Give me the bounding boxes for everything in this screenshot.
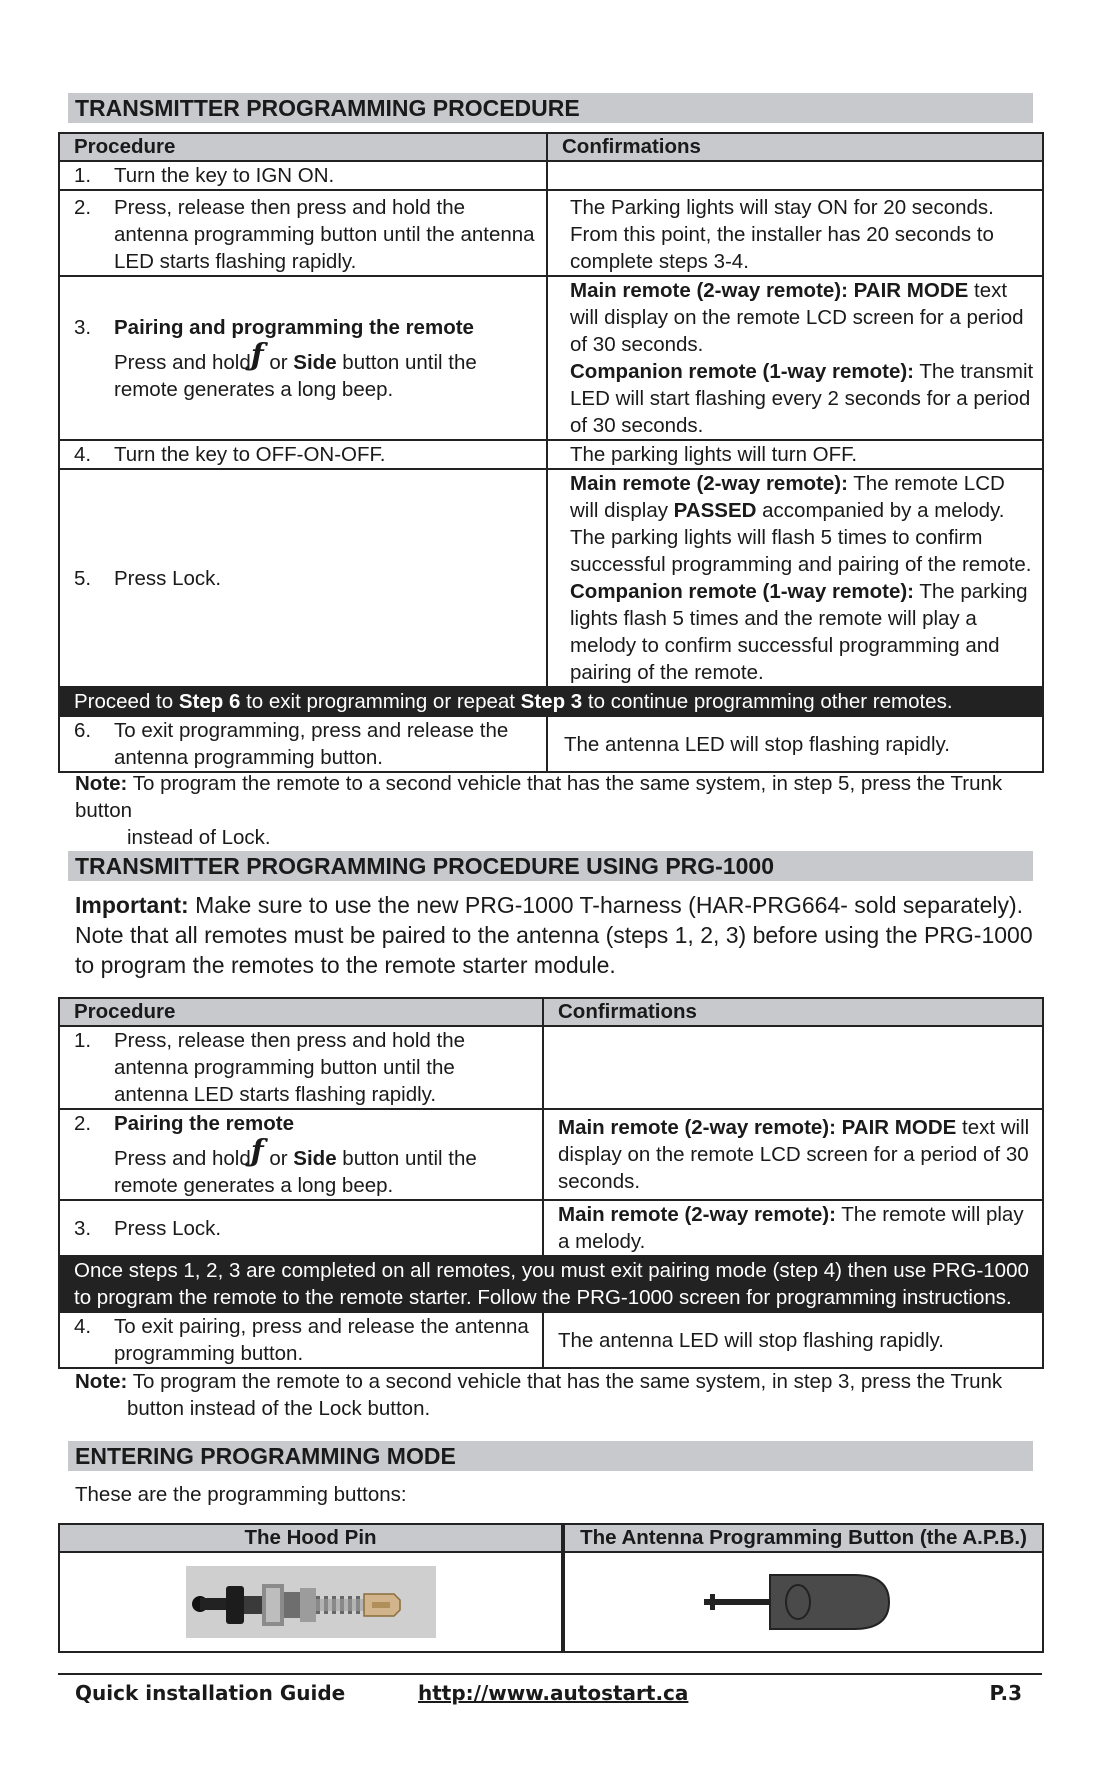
note-1: Note: To program the remote to a second vehicle that has the same system, in step 5, press the Trunk button instead of Lock. xyxy=(75,772,1003,849)
table-banner: Once steps 1, 2, 3 are completed on all remotes, you must exit pairing mode (step 4) then use PRG-1000 to program the remote to the remote starter. Follow the PRG-1000 screen for programming instructions. xyxy=(59,1256,1043,1312)
section-heading-entering-programming: ENTERING PROGRAMMING MODE xyxy=(68,1441,1033,1471)
table-banner: Proceed to Step 6 to exit programming or repeat Step 3 to continue programming other remotes. xyxy=(59,687,1043,716)
section-heading-prg-1000: TRANSMITTER PROGRAMMING PROCEDURE USING PRG-1000 xyxy=(68,851,1033,881)
section-heading-transmitter-programming: TRANSMITTER PROGRAMMING PROCEDURE xyxy=(68,93,1033,123)
procedure-table-1 xyxy=(58,132,1044,773)
table-row: 2. Pairing the remote Press and holdƒ or Side button until the remote generates a long beep. Main remote (2-way remote): PAIR MODE text will display on the remote LCD screen for a period of 30 seconds. xyxy=(59,1109,1043,1200)
footer-guide-title: Quick installation Guide xyxy=(75,1681,346,1705)
page-number: P.3 xyxy=(989,1681,1022,1705)
procedure-table-2 xyxy=(58,997,1044,1369)
column-header-procedure: Procedure xyxy=(59,998,543,1026)
table-row: 5. Press Lock. Main remote (2-way remote): The remote LCD will display PASSED accompanied by a melody. The parking lights will flash 5 times to confirm successful programming and pairing of the remote. Companion remote (1-way remote): The parking lights flash 5 times and the remote will play a melody to confirm successful programming and pairing of the remote. xyxy=(59,469,1043,687)
table-row: 4. Turn the key to OFF-ON-OFF. The parking lights will turn OFF. xyxy=(59,440,1043,469)
table-row: 6. To exit programming, press and release the antenna programming button. The antenna LED will stop flashing rapidly. xyxy=(59,716,1043,772)
function-button-icon: ƒ xyxy=(250,1134,264,1169)
table-row: 3. Press Lock. Main remote (2-way remote): The remote will play a melody. xyxy=(59,1200,1043,1256)
page-footer xyxy=(58,1673,1042,1711)
important-paragraph: Important: Make sure to use the new PRG-1000 T-harness (HAR-PRG664- sold separately). Note that all remotes must be paired to the antenna (steps 1, 2, 3) before using the PRG-1000 to program the remotes to the remote starter module. xyxy=(75,892,1033,978)
table-row: 1. Turn the key to IGN ON. xyxy=(59,161,1043,190)
function-button-icon: ƒ xyxy=(250,337,264,373)
table-row: 2. Press, release then press and hold the antenna programming button until the antenna LED starts flashing rapidly. The Parking lights will stay ON for 20 seconds. From this point, the installer has 20 seconds to complete steps 3-4. xyxy=(59,190,1043,276)
antenna-programming-button-image xyxy=(704,1567,904,1637)
footer-url-link[interactable]: http://www.autostart.ca xyxy=(418,1681,689,1705)
column-header-hood-pin: The Hood Pin xyxy=(59,1524,563,1552)
note-2: Note: To program the remote to a second vehicle that has the same system, in step 3, press the Trunk button instead of the Lock button. xyxy=(75,1370,1003,1420)
column-header-confirmations: Confirmations xyxy=(543,998,1043,1026)
table-row: 3. Pairing and programming the remote Press and holdƒ or Side button until the remote generates a long beep. Main remote (2-way remote): PAIR MODE text will display on the remote LCD screen for a period of 30 seconds. Companion remote (1-way remote): The transmit LED will start flashing every 2 seconds for a period of 30 seconds. xyxy=(59,276,1043,440)
programming-buttons-table xyxy=(58,1523,1044,1653)
hood-pin-image xyxy=(186,1566,436,1638)
table-row: 4. To exit pairing, press and release the antenna programming button. The antenna LED will stop flashing rapidly. xyxy=(59,1312,1043,1368)
table-row: 1. Press, release then press and hold the antenna programming button until the antenna LED starts flashing rapidly. xyxy=(59,1026,1043,1109)
column-header-confirmations: Confirmations xyxy=(547,133,1043,161)
programming-buttons-intro: These are the programming buttons: xyxy=(75,1483,407,1506)
column-header-procedure: Procedure xyxy=(59,133,547,161)
column-header-antenna-button: The Antenna Programming Button (the A.P.B.) xyxy=(563,1524,1043,1552)
